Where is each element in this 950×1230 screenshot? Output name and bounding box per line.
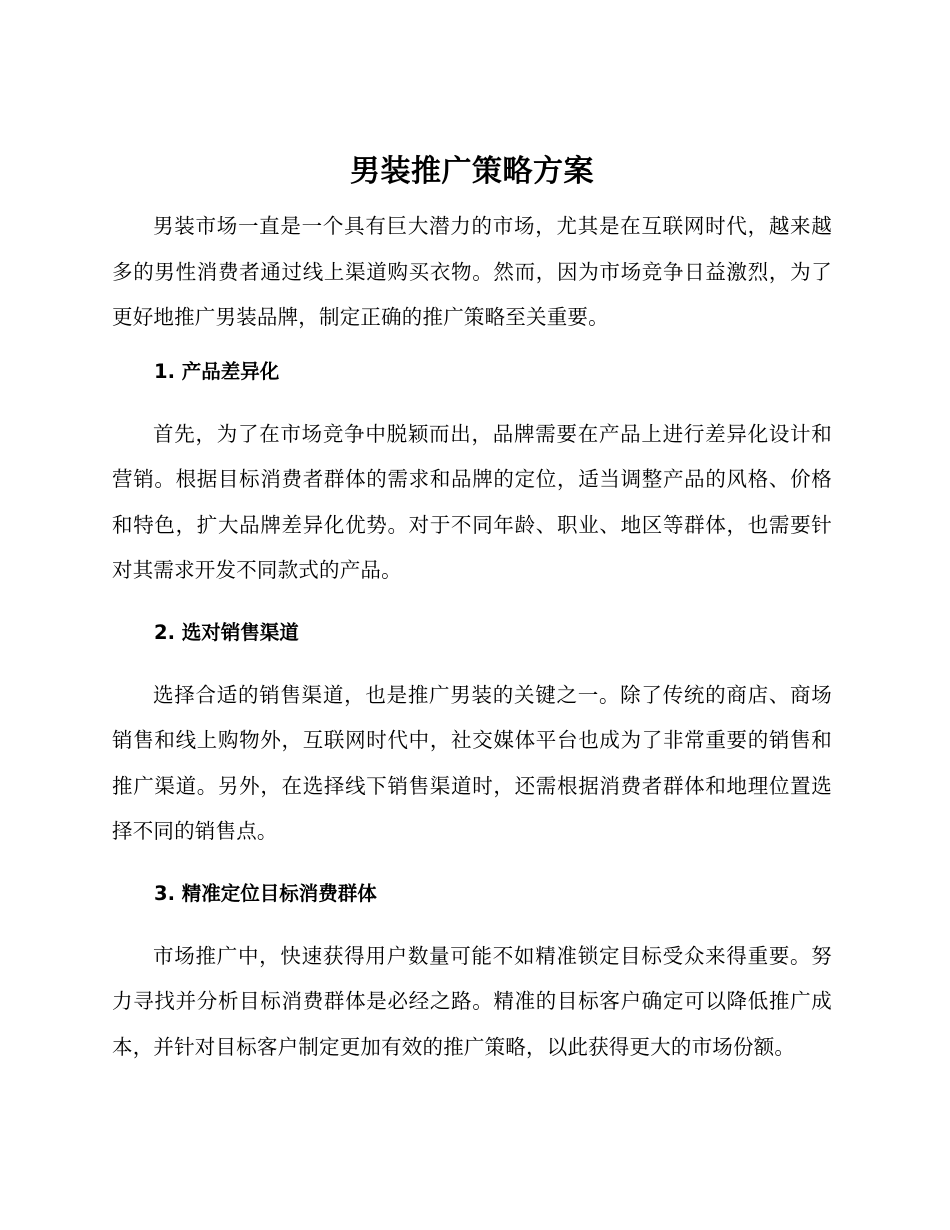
spacer xyxy=(112,341,832,356)
spacer xyxy=(112,594,832,617)
document-title: 男装推广策略方案 xyxy=(350,154,594,189)
section-body-target-audience: 市场推广中，快速获得用户数量可能不如精准锁定目标受众来得重要。努力寻找并分析目标消费群体是必经之路。精准的目标客户确定可以降低推广成本，并针对目标客户制定更加有效的推广策略，以此获得更大的市场份额。 xyxy=(112,943,832,1059)
spacer xyxy=(112,649,832,673)
spacer xyxy=(112,388,832,412)
section-heading-product-differentiation: 1. 产品差异化 xyxy=(154,359,280,383)
spacer xyxy=(112,855,832,878)
section-body-product-differentiation: 首先，为了在市场竞争中脱颖而出，品牌需要在产品上进行差异化设计和营销。根据目标消费者群体的需求和品牌的定位，适当调整产品的风格、价格和特色，扩大品牌差异化优势。对于不同年龄、职业、地区等群体，也需要针对其需求开发不同款式的产品。 xyxy=(112,421,832,582)
intro-paragraph: 男装市场一直是一个具有巨大潜力的市场，尤其是在互联网时代，越来越多的男性消费者通过线上渠道购买衣物。然而，因为市场竞争日益激烈，为了更好地推广男装品牌，制定正确的推广策略至关重要。 xyxy=(112,214,832,329)
spacer xyxy=(112,910,832,934)
section-body-sales-channels: 选择合适的销售渠道，也是推广男装的关键之一。除了传统的商店、商场销售和线上购物外，互联网时代中，社交媒体平台也成为了非常重要的销售和推广渠道。另外，在选择线下销售渠道时，还需根据消费者群体和地理位置选择不同的销售点。 xyxy=(112,682,832,843)
document-page xyxy=(112,140,832,1070)
section-heading-target-audience: 3. 精准定位目标消费群体 xyxy=(154,881,377,905)
section-heading-sales-channels: 2. 选对销售渠道 xyxy=(154,620,299,644)
